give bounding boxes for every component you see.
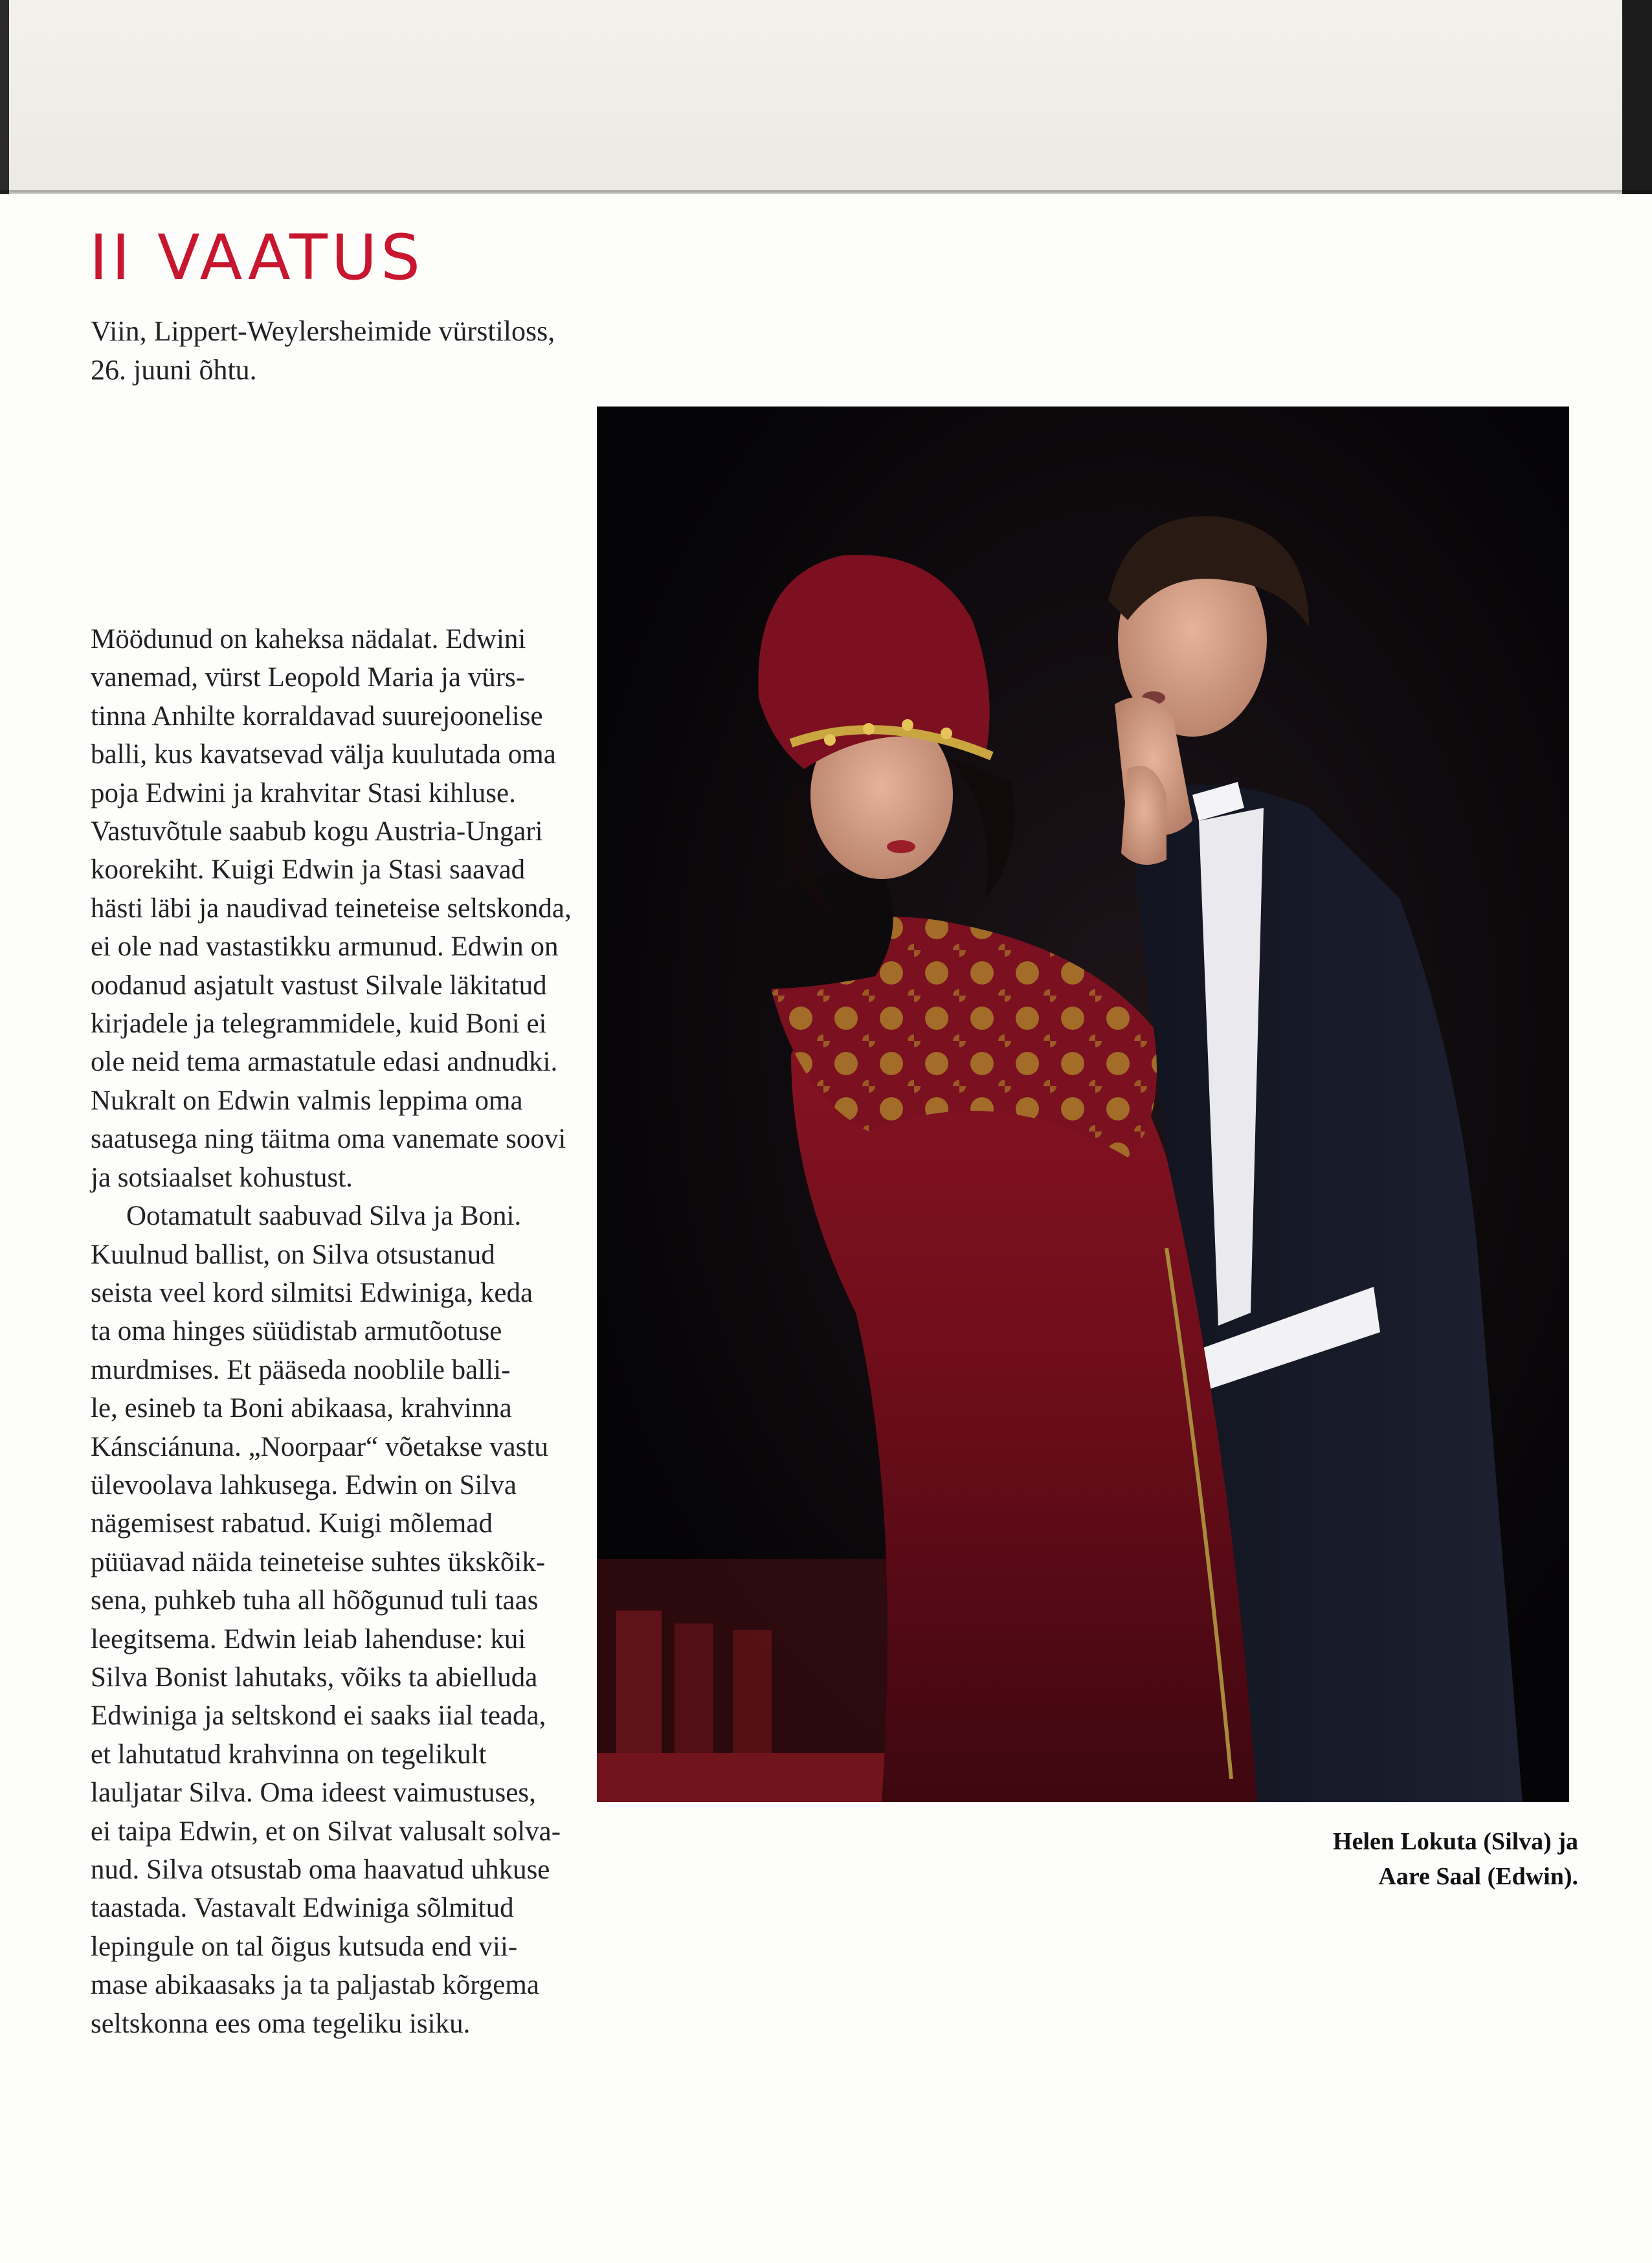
stage-photo-illustration (597, 407, 1569, 1802)
text-line: ja sotsiaalset kohustust. (91, 1162, 353, 1193)
text-line: Ootamatult saabuvad Silva ja Boni. (126, 1201, 522, 1232)
woman-headdress-jewel (824, 734, 836, 746)
synopsis-paragraph-1 (91, 620, 572, 1197)
text-line: Nukralt on Edwin valmis leppima oma (91, 1085, 523, 1116)
text-line: seista veel kord silmitsi Edwiniga, keda (91, 1277, 533, 1308)
text-line: koorekiht. Kuigi Edwin ja Stasi saavad (91, 854, 526, 886)
text-line: Vastuvõtule saabub kogu Austria-Ungari (91, 816, 543, 847)
text-line: le, esineb ta Boni abikaasa, krahvinna (91, 1393, 512, 1424)
scene-location-line: 26. juuni õhtu. (91, 354, 257, 386)
text-line: murdmises. Et pääseda nooblile balli- (91, 1354, 511, 1385)
text-line: vanemad, vürst Leopold Maria ja vürs- (91, 662, 526, 693)
text-line: Kuulnud ballist, on Silva otsustanud (91, 1239, 495, 1270)
text-line: et lahutatud krahvinna on tegelikult (91, 1739, 487, 1770)
text-line: ta oma hinges süüdistab armutõotuse (91, 1316, 502, 1347)
scan-background-page-edge (0, 0, 1652, 194)
text-line: tinna Anhilte korraldavad suurejoonelise (91, 700, 543, 731)
text-line: seltskonna ees oma tegeliku isiku. (91, 2008, 471, 2039)
scene-location (91, 312, 557, 390)
text-line: leegitsema. Edwin leiab lahenduse: kui (91, 1623, 526, 1655)
text-line: poja Edwini ja krahvitar Stasi kihluse. (91, 777, 516, 808)
scan-right-edge (1622, 0, 1652, 194)
woman-hand (1121, 766, 1166, 865)
stage-prop-shape (733, 1630, 772, 1753)
text-line: ei ole nad vastastikku armunud. Edwin on (91, 931, 559, 963)
synopsis-paragraph-2 (91, 1197, 563, 2043)
scan-left-edge (0, 0, 9, 194)
text-line: nud. Silva otsustab oma haavatud uhkuse (91, 1855, 550, 1885)
text-line: nägemisest rabatud. Kuigi mõlemad (91, 1508, 493, 1539)
scene-location-line: Viin, Lippert-Weylersheimide vürstiloss, (91, 315, 555, 347)
text-line: balli, kus kavatsevad välja kuulutada oma (91, 739, 556, 770)
text-line: sena, puhkeb tuha all hõõgunud tuli taas (91, 1585, 539, 1616)
text-line: Möödunud on kaheksa nädalat. Edwini (91, 624, 526, 654)
caption-line: Helen Lokuta (Silva) ja (1333, 1828, 1578, 1855)
text-line: ole neid tema armastatule edasi andnudki. (91, 1047, 558, 1078)
text-line: Kánsciánuna. „Noorpaar“ võetakse vastu (91, 1431, 548, 1462)
woman-headdress-jewel (941, 728, 952, 739)
text-line: oodanud asjatult vastust Silvale läkitatud (91, 970, 547, 1001)
text-line: Edwiniga ja seltskond ei saaks iial teada, (91, 1700, 546, 1732)
text-line: hästi läbi ja naudivad teineteise seltskonda, (91, 893, 572, 924)
text-line: lepingule on tal õigus kutsuda end vii- (91, 1931, 518, 1962)
text-line: ülevoolava lahkusega. Edwin on Silva (91, 1469, 517, 1500)
text-line: lauljatar Silva. Oma ideest vaimustuses, (91, 1778, 536, 1809)
caption-line: Aare Saal (Edwin). (1378, 1863, 1578, 1890)
text-line: saatusega ning täitma oma vanemate soovi (91, 1124, 566, 1155)
text-line: taastada. Vastavalt Edwiniga sõlmitud (91, 1893, 514, 1924)
woman-headdress-jewel (863, 723, 875, 735)
stage-prop-shape (675, 1623, 713, 1753)
text-line: püüavad näida teineteise suhtes ükskõik- (91, 1546, 546, 1577)
stage-photo (597, 407, 1569, 1802)
woman-lips (887, 840, 915, 853)
synopsis-text (91, 620, 572, 2043)
text-line: mase abikaasaks ja ta paljastab kõrgema (91, 1970, 539, 2001)
text-line: ei taipa Edwin, et on Silvat valusalt solva- (91, 1816, 561, 1847)
stage-prop-shape (616, 1611, 662, 1753)
photo-caption (1100, 1824, 1578, 1894)
text-line: Silva Bonist lahutaks, võiks ta abielluda (91, 1662, 538, 1693)
woman-headdress-jewel (902, 719, 913, 731)
act-heading: II VAATUS (89, 221, 425, 294)
text-line: kirjadele ja telegrammidele, kuid Boni ei (91, 1009, 547, 1040)
